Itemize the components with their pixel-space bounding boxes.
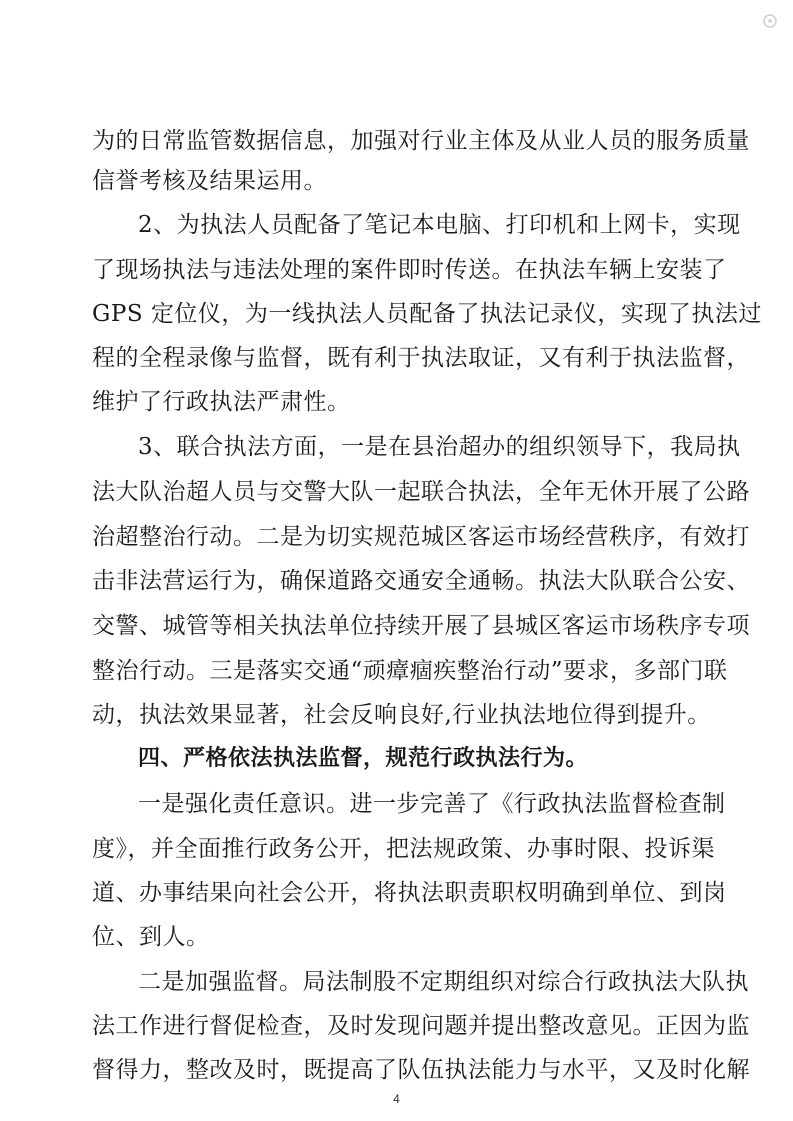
paragraph-6-line-1: 二是加强监督。局法制股不定期组织对综合行政执法大队执	[138, 969, 749, 995]
paragraph-5-line-4: 位、到人。	[92, 924, 210, 950]
paragraph-3-line-1: 3、联合执法方面，一是在县治超办的组织领导下，我局执	[138, 434, 741, 460]
paragraph-5-line-3: 道、办事结果向社会公开，将执法职责职权明确到单位、到岗	[92, 880, 727, 906]
paragraph-2-line-2: 了现场执法与违法处理的案件即时传送。在执法车辆上安装了	[92, 257, 727, 283]
paragraph-5-line-1: 一是强化责任意识。进一步完善了《行政执法监督检查制	[138, 791, 726, 817]
section-heading-four: 四、严格依法执法监督，规范行政执法行为。	[138, 746, 589, 771]
paragraph-3-line-6: 整治行动。三是落实交通“顽瘴痼疾整治行动”要求，多部门联	[92, 658, 728, 684]
paragraph-2-line-1: 2、为执法人员配备了笔记本电脑、打印机和上网卡，实现	[138, 212, 741, 238]
paragraph-6-line-2: 法工作进行督促检查，及时发现问题并提出整改意见。正因为监	[92, 1013, 750, 1039]
paragraph-2-line-5: 维护了行政执法严肃性。	[92, 389, 351, 415]
paragraph-5-line-2: 度》，并全面推行政务公开，把法规政策、办事时限、投诉渠	[92, 836, 715, 862]
paragraph-3-line-7: 动，执法效果显著，社会反响良好,行业执法地位得到提升。	[92, 702, 711, 728]
paragraph-1-line-1: 为的日常监管数据信息，加强对行业主体及从业人员的服务质量	[92, 128, 750, 154]
paragraph-3-line-4: 击非法营运行为，确保道路交通安全通畅。执法大队联合公安、	[92, 568, 750, 594]
paragraph-1-line-2: 信誉考核及结果运用。	[92, 168, 327, 194]
paragraph-3-line-3: 治超整治行动。二是为切实规范城区客运市场经营秩序，有效打	[92, 524, 750, 550]
scan-corner-mark-icon	[761, 12, 779, 30]
paragraph-3-line-2: 法大队治超人员与交警大队一起联合执法，全年无休开展了公路	[92, 479, 750, 505]
paragraph-6-line-3: 督得力，整改及时，既提高了队伍执法能力与水平，又及时化解	[92, 1057, 750, 1083]
paragraph-2-line-4: 程的全程录像与监督，既有利于执法取证，又有利于执法监督，	[92, 345, 750, 371]
paragraph-2-line-3: GPS 定位仪，为一线执法人员配备了执法记录仪，实现了执法过	[92, 301, 762, 327]
page-number: 4	[393, 1092, 400, 1106]
paragraph-3-line-5: 交警、城管等相关执法单位持续开展了县城区客运市场秩序专项	[92, 613, 750, 639]
